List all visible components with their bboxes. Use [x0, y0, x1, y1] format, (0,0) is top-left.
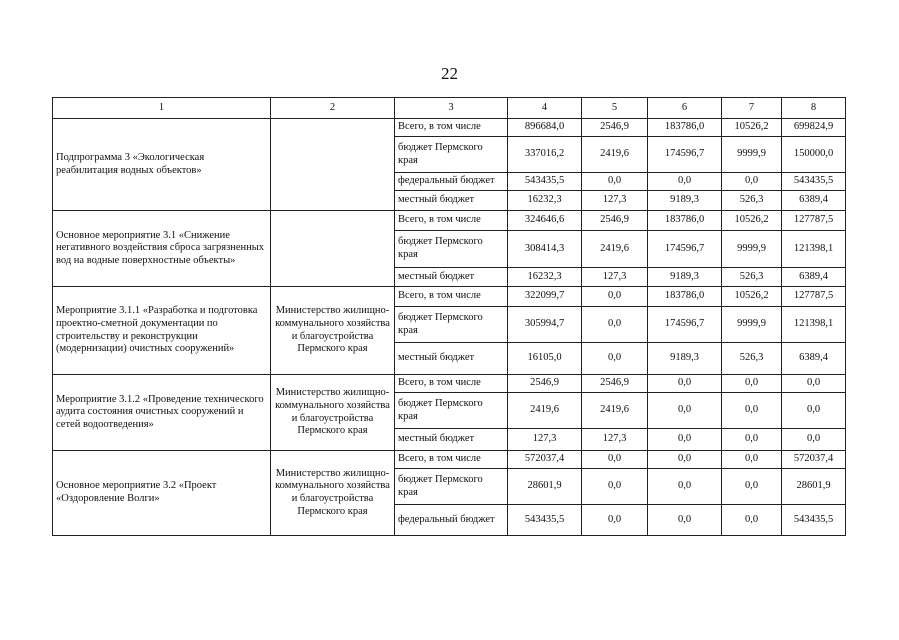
- amount-cell: 127787,5: [782, 211, 846, 231]
- amount-cell: 183786,0: [648, 211, 722, 231]
- amount-cell: 0,0: [722, 469, 782, 505]
- amount-cell: 28601,9: [782, 469, 846, 505]
- executor-cell: Министерство жилищно-коммунального хозяйства и благоустройства Пермского края: [271, 451, 395, 536]
- funding-source-cell: Всего, в том числе: [395, 211, 508, 231]
- amount-cell: 16232,3: [508, 268, 582, 287]
- funding-source-cell: местный бюджет: [395, 343, 508, 375]
- amount-cell: 0,0: [722, 505, 782, 536]
- amount-cell: 0,0: [582, 307, 648, 343]
- amount-cell: 9189,3: [648, 268, 722, 287]
- amount-cell: 543435,5: [508, 173, 582, 191]
- amount-cell: 2419,6: [582, 231, 648, 268]
- amount-cell: 0,0: [722, 393, 782, 429]
- amount-cell: 2419,6: [508, 393, 582, 429]
- amount-cell: 305994,7: [508, 307, 582, 343]
- amount-cell: 9189,3: [648, 343, 722, 375]
- budget-table: [52, 97, 846, 536]
- header-row: [53, 98, 846, 119]
- table-row: [53, 375, 846, 393]
- amount-cell: 6389,4: [782, 268, 846, 287]
- amount-cell: 0,0: [582, 469, 648, 505]
- executor-cell: Министерство жилищно-коммунального хозяйства и благоустройства Пермского края: [271, 375, 395, 451]
- funding-source-cell: бюджет Пермского края: [395, 469, 508, 505]
- amount-cell: 0,0: [648, 505, 722, 536]
- amount-cell: 324646,6: [508, 211, 582, 231]
- table-row: [53, 211, 846, 231]
- funding-source-cell: местный бюджет: [395, 268, 508, 287]
- amount-cell: 0,0: [648, 469, 722, 505]
- table-body: [53, 119, 846, 536]
- header-cell: 1: [53, 98, 271, 119]
- item-name-cell: Подпрограмма 3 «Экологическая реабилитация водных объектов»: [53, 119, 271, 211]
- funding-source-cell: Всего, в том числе: [395, 451, 508, 469]
- amount-cell: 10526,2: [722, 287, 782, 307]
- amount-cell: 0,0: [648, 451, 722, 469]
- amount-cell: 174596,7: [648, 307, 722, 343]
- amount-cell: 0,0: [722, 429, 782, 451]
- funding-source-cell: бюджет Пермского края: [395, 307, 508, 343]
- amount-cell: 0,0: [648, 173, 722, 191]
- amount-cell: 2546,9: [582, 375, 648, 393]
- amount-cell: 10526,2: [722, 119, 782, 137]
- executor-cell: Министерство жилищно-коммунального хозяйства и благоустройства Пермского края: [271, 287, 395, 375]
- funding-source-cell: Всего, в том числе: [395, 375, 508, 393]
- amount-cell: 9189,3: [648, 191, 722, 211]
- amount-cell: 6389,4: [782, 191, 846, 211]
- amount-cell: 2546,9: [582, 119, 648, 137]
- amount-cell: 6389,4: [782, 343, 846, 375]
- amount-cell: 127,3: [582, 268, 648, 287]
- amount-cell: 0,0: [582, 173, 648, 191]
- amount-cell: 572037,4: [782, 451, 846, 469]
- amount-cell: 0,0: [648, 375, 722, 393]
- amount-cell: 121398,1: [782, 231, 846, 268]
- amount-cell: 127,3: [508, 429, 582, 451]
- amount-cell: 543435,5: [782, 173, 846, 191]
- table-row: [53, 287, 846, 307]
- amount-cell: 543435,5: [508, 505, 582, 536]
- funding-source-cell: бюджет Пермского края: [395, 137, 508, 173]
- funding-source-cell: бюджет Пермского края: [395, 231, 508, 268]
- amount-cell: 174596,7: [648, 231, 722, 268]
- amount-cell: 0,0: [722, 173, 782, 191]
- funding-source-cell: бюджет Пермского края: [395, 393, 508, 429]
- amount-cell: 0,0: [582, 451, 648, 469]
- amount-cell: 9999,9: [722, 231, 782, 268]
- amount-cell: 699824,9: [782, 119, 846, 137]
- amount-cell: 28601,9: [508, 469, 582, 505]
- amount-cell: 183786,0: [648, 287, 722, 307]
- amount-cell: 308414,3: [508, 231, 582, 268]
- executor-cell: [271, 211, 395, 287]
- header-cell: 8: [782, 98, 846, 119]
- amount-cell: 0,0: [582, 343, 648, 375]
- item-name-cell: Мероприятие 3.1.1 «Разработка и подготовка проектно-сметной документации по строительству и реконструкции (модернизации) очистных сооружений»: [53, 287, 271, 375]
- item-name-cell: Основное мероприятие 3.1 «Снижение негативного воздействия сброса загрязненных вод на водные поверхностные объекты»: [53, 211, 271, 287]
- header-cell: 2: [271, 98, 395, 119]
- amount-cell: 2546,9: [582, 211, 648, 231]
- amount-cell: 0,0: [782, 429, 846, 451]
- amount-cell: 2546,9: [508, 375, 582, 393]
- item-name-cell: Основное мероприятие 3.2 «Проект «Оздоровление Волги»: [53, 451, 271, 536]
- amount-cell: 526,3: [722, 268, 782, 287]
- amount-cell: 9999,9: [722, 137, 782, 173]
- amount-cell: 2419,6: [582, 393, 648, 429]
- amount-cell: 174596,7: [648, 137, 722, 173]
- amount-cell: 896684,0: [508, 119, 582, 137]
- amount-cell: 127,3: [582, 191, 648, 211]
- amount-cell: 183786,0: [648, 119, 722, 137]
- amount-cell: 0,0: [582, 505, 648, 536]
- amount-cell: 16105,0: [508, 343, 582, 375]
- funding-source-cell: Всего, в том числе: [395, 119, 508, 137]
- amount-cell: 0,0: [782, 375, 846, 393]
- amount-cell: 16232,3: [508, 191, 582, 211]
- amount-cell: 127,3: [582, 429, 648, 451]
- amount-cell: 2419,6: [582, 137, 648, 173]
- funding-source-cell: Всего, в том числе: [395, 287, 508, 307]
- header-cell: 5: [582, 98, 648, 119]
- amount-cell: 526,3: [722, 191, 782, 211]
- amount-cell: 0,0: [648, 393, 722, 429]
- amount-cell: 0,0: [782, 393, 846, 429]
- table-row: [53, 451, 846, 469]
- amount-cell: 0,0: [722, 375, 782, 393]
- amount-cell: 150000,0: [782, 137, 846, 173]
- amount-cell: 322099,7: [508, 287, 582, 307]
- header-cell: 6: [648, 98, 722, 119]
- item-name-cell: Мероприятие 3.1.2 «Проведение технического аудита состояния очистных сооружений и сетей водоотведения»: [53, 375, 271, 451]
- amount-cell: 10526,2: [722, 211, 782, 231]
- amount-cell: 572037,4: [508, 451, 582, 469]
- page-number: 22: [441, 64, 458, 83]
- amount-cell: 127787,5: [782, 287, 846, 307]
- funding-source-cell: местный бюджет: [395, 191, 508, 211]
- executor-cell: [271, 119, 395, 211]
- amount-cell: 526,3: [722, 343, 782, 375]
- amount-cell: 0,0: [648, 429, 722, 451]
- amount-cell: 121398,1: [782, 307, 846, 343]
- amount-cell: 9999,9: [722, 307, 782, 343]
- header-cell: 7: [722, 98, 782, 119]
- header-cell: 4: [508, 98, 582, 119]
- amount-cell: 543435,5: [782, 505, 846, 536]
- amount-cell: 0,0: [582, 287, 648, 307]
- amount-cell: 0,0: [722, 451, 782, 469]
- header-cell: 3: [395, 98, 508, 119]
- funding-source-cell: федеральный бюджет: [395, 173, 508, 191]
- funding-source-cell: местный бюджет: [395, 429, 508, 451]
- amount-cell: 337016,2: [508, 137, 582, 173]
- funding-source-cell: федеральный бюджет: [395, 505, 508, 536]
- table-row: [53, 119, 846, 137]
